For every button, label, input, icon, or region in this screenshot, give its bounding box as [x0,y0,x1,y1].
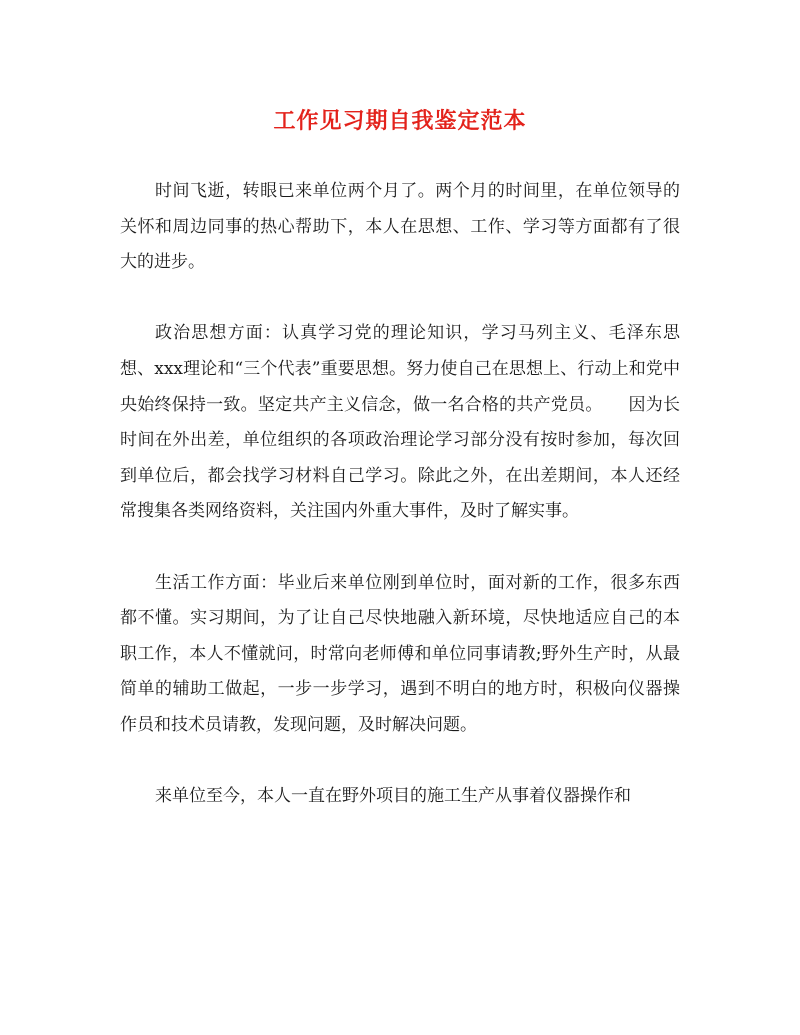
paragraph-gap [120,744,680,780]
paragraph-since-joining: 来单位至今，本人一直在野外项目的施工生产从事着仪器操作和 [155,786,631,807]
paragraph-gap [120,281,680,317]
paragraph-political: 政治思想方面：认真学习党的理论知识，学习马列主义、毛泽东思想、xxx理论和“三个代表”重要思想。努力使自己在思想上、行动上和党中央始终保持一致。坚定共产主义信念，做一名合格的共产党员。 因为长时间在外出差，单位组织的各项政治理论学习部分没有按时参加，每次回到单位后，都会找学习材料自己学习。除此之外，在出差期间，本人还经常搜集各类网络资料，关注国内外重大事件，及时了解实事。 [120,323,680,522]
paragraph-gap [120,530,680,566]
document-body [120,174,680,815]
document-title: 工作见习期自我鉴定范本 [273,108,527,134]
paragraph-work-life: 生活工作方面：毕业后来单位刚到单位时，面对新的工作，很多东西都不懂。实习期间，为了让自己尽快地融入新环境，尽快地适应自己的本职工作，本人不懂就问，时常向老师傅和单位同事请教;野外生产时，从最简单的辅助工做起，一步一步学习，遇到不明白的地方时，积极向仪器操作员和技术员请教，发现问题，及时解决问题。 [120,572,680,735]
paragraph-intro: 时间飞逝，转眼已来单位两个月了。两个月的时间里，在单位领导的关怀和周边同事的热心帮助下，本人在思想、工作、学习等方面都有了很大的进步。 [120,181,680,273]
